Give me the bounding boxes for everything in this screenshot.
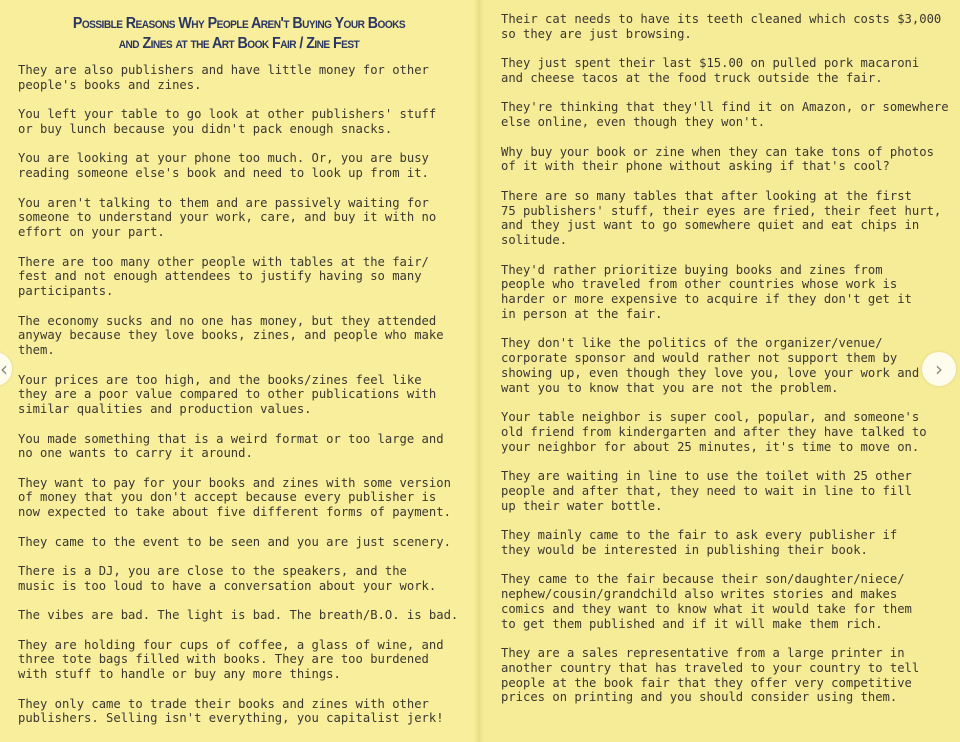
reason-item: Your table neighbor is super cool, popular, and someone's old friend from kindergarten and after they have talked to your neighbor for about 25 minutes, it's time to move on. (501, 410, 927, 454)
reason-item: They came to the event to be seen and you are just scenery. (18, 534, 451, 549)
reason-item: Your prices are too high, and the books/zines feel like they are a poor value compared to other publications with similar qualities and production values. (18, 372, 437, 417)
chevron-left-icon: ‹ (0, 357, 8, 381)
reason-item: They're thinking that they'll find it on Amazon, or somewhere else online, even though they won't. (501, 100, 949, 130)
page-title: Possible Reasons Why People Aren't Buying Your Books and Zines at the Art Book Fair / Zine Fest (72, 15, 406, 52)
reason-item: Why buy your book or zine when they can take tons of photos of it with their phone without asking if that's cool? (501, 144, 934, 174)
right-reasons-list (501, 12, 949, 720)
left-page (0, 0, 478, 742)
reason-item: You aren't talking to them and are passively waiting for someone to understand your work, care, and buy it with no effort on your part. (18, 195, 437, 240)
reason-item: Their cat needs to have its teeth cleaned which costs $3,000 so they are just browsing. (501, 12, 942, 41)
reason-item: They are holding four cups of coffee, a glass of wine, and three tote bags filled with books. They are too burdened with stuff to handle or buy any more things. (18, 637, 444, 682)
reason-item: There are too many other people with tables at the fair/ fest and not enough attendees to justify having so many participants. (18, 254, 429, 299)
reason-item: There are so many tables that after looking at the first 75 publishers' stuff, their eyes are fried, their feet hurt, and they just want to go somewhere quiet and eat chips in solitude. (501, 188, 942, 248)
reason-item: They are a sales representative from a large printer in another country that has traveled to your country to tell people at the book fair that they offer very competitive prices on printing and you should consider using them. (501, 646, 920, 705)
next-slide-button[interactable] (922, 352, 956, 386)
reason-item: They don't like the politics of the organizer/venue/ corporate sponsor and would rather not support them by showing up, even though they love you, love your work and want you to know that you are not the problem. (501, 336, 920, 395)
reason-item: They just spent their last $15.00 on pulled pork macaroni and cheese tacos at the food truck outside the fair. (501, 56, 920, 85)
right-page (478, 0, 960, 742)
reason-item: They only came to trade their books and zines with other publishers. Selling isn't everything, you capitalist jerk! (18, 696, 444, 726)
reason-item: You left your table to go look at other publishers' stuff or buy lunch because you didn't pack enough snacks. (18, 107, 437, 136)
reason-item: They want to pay for your books and zines with some version of money that you don't accept because every publisher is now expected to take about five different forms of payment. (18, 475, 451, 520)
reason-item: They'd rather prioritize buying books and zines from people who traveled from other countries whose work is harder or more expensive to acquire if they don't get it in person at the fair. (501, 262, 912, 321)
reason-item: You are looking at your phone too much. Or, you are busy reading someone else's book and need to look up from it. (18, 151, 429, 181)
reason-item: They came to the fair because their son/daughter/niece/ nephew/cousin/grandchild also writes stories and makes comics and they want to know what it would take for them to get them published and if it will make them rich. (501, 572, 912, 631)
reason-item: The vibes are bad. The light is bad. The breath/B.O. is bad. (18, 608, 459, 623)
reason-item: There is a DJ, you are close to the speakers, and the music is too loud to have a conversation about your work. (18, 564, 437, 593)
reason-item: They mainly came to the fair to ask every publisher if they would be interested in publishing their book. (501, 528, 898, 557)
reason-item: They are also publishers and have little money for other people's books and zines. (18, 63, 429, 92)
reason-item: The economy sucks and no one has money, but they attended anyway because they love books, zines, and people who make them. (18, 313, 444, 358)
page-fold (474, 0, 484, 742)
chevron-right-icon: › (935, 357, 943, 381)
reason-item: You made something that is a weird format or too large and no one wants to carry it around. (18, 431, 444, 461)
reason-item: They are waiting in line to use the toilet with 25 other people and after that, they need to wait in line to fill up their water bottle. (501, 469, 912, 513)
left-reasons-list (18, 63, 478, 741)
